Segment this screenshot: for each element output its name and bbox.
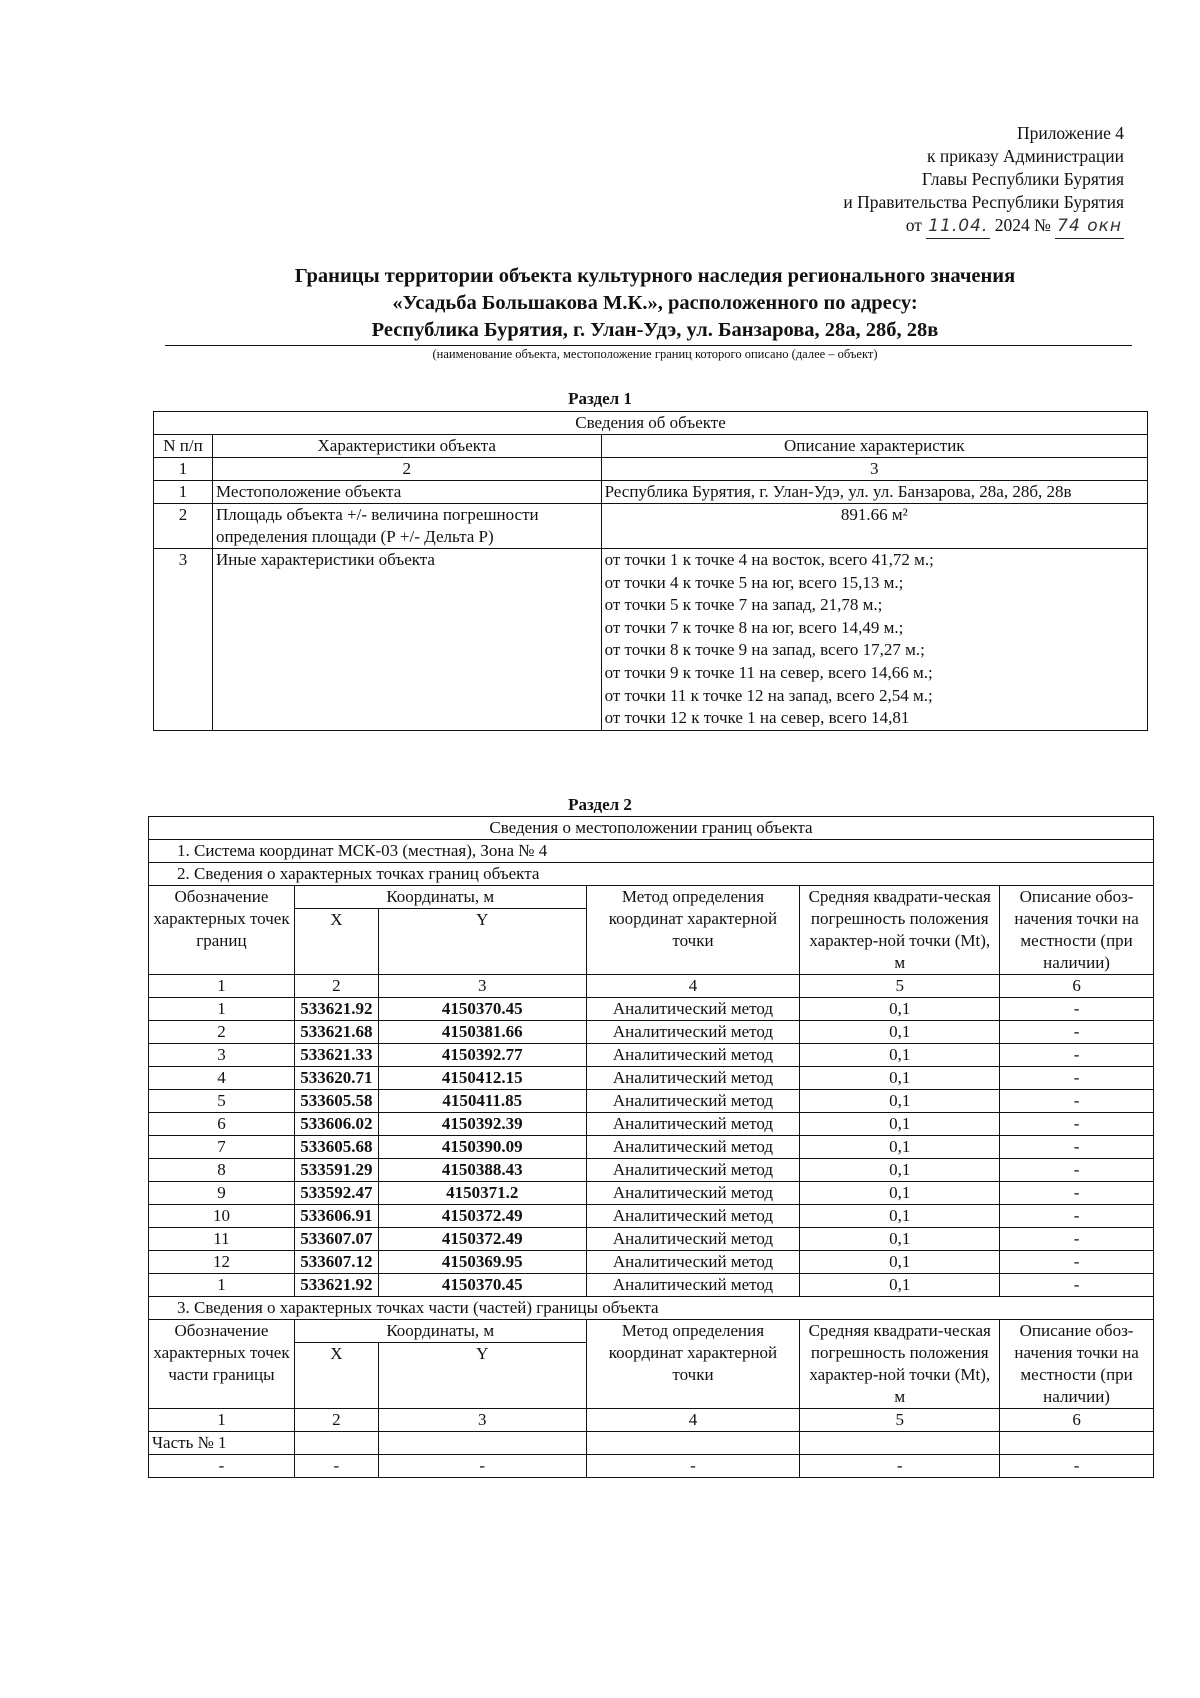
column-number: 3 xyxy=(601,458,1147,481)
table-row xyxy=(149,1274,1154,1297)
appendix-line: к приказу Администрации xyxy=(927,146,1124,166)
column-header: Метод определения координат характерной точки xyxy=(586,886,800,975)
point-description: - xyxy=(1000,1136,1154,1159)
point-id: 1 xyxy=(149,998,295,1021)
point-method: Аналитический метод xyxy=(586,1136,800,1159)
table-title: Сведения о местоположении границ объекта xyxy=(149,817,1154,840)
column-header: Описание характеристик xyxy=(601,435,1147,458)
empty-cell xyxy=(378,1432,586,1455)
column-header: Средняя квадрати-ческая погрешность положения характер-ной точки (Mt), м xyxy=(800,886,1000,975)
column-header: Описание обоз-начения точки на местности (при наличии) xyxy=(1000,1320,1154,1409)
point-id: 7 xyxy=(149,1136,295,1159)
point-mt: 0,1 xyxy=(800,1136,1000,1159)
point-id: 5 xyxy=(149,1090,295,1113)
point-id: 11 xyxy=(149,1228,295,1251)
title-caption: (наименование объекта, местоположение границ которого описано (далее – объект) xyxy=(432,347,878,361)
point-x: 533621.33 xyxy=(294,1044,378,1067)
appendix-line: Приложение 4 xyxy=(1016,123,1124,143)
part-cell: - xyxy=(1000,1455,1154,1478)
point-y: 4150388.43 xyxy=(378,1159,586,1182)
column-number: 1 xyxy=(149,1409,295,1432)
table-row xyxy=(154,504,1148,549)
boundary-description xyxy=(601,549,1147,731)
point-mt: 0,1 xyxy=(800,1251,1000,1274)
table-row xyxy=(149,998,1154,1021)
point-y: 4150390.09 xyxy=(378,1136,586,1159)
characteristic-name: Иные характеристики объекта xyxy=(212,549,601,731)
section-1-label: Раздел 1 xyxy=(568,389,632,408)
title-underline xyxy=(165,345,1132,346)
point-id: 8 xyxy=(149,1159,295,1182)
point-x: 533607.07 xyxy=(294,1228,378,1251)
point-x: 533621.68 xyxy=(294,1021,378,1044)
appendix-header xyxy=(843,122,1124,239)
column-header: Координаты, м xyxy=(294,1320,586,1343)
column-header: Координаты, м xyxy=(294,886,586,909)
point-method: Аналитический метод xyxy=(586,1113,800,1136)
point-y: 4150370.45 xyxy=(378,998,586,1021)
column-header-x: X xyxy=(294,909,378,975)
column-header: Обозначение характерных точек части границы xyxy=(149,1320,295,1409)
empty-cell xyxy=(1000,1432,1154,1455)
parts-subtitle: 3. Сведения о характерных точках части (частей) границы объекта xyxy=(149,1297,1154,1320)
point-mt: 0,1 xyxy=(800,1205,1000,1228)
point-x: 533621.92 xyxy=(294,998,378,1021)
column-number: 6 xyxy=(1000,1409,1154,1432)
column-number: 5 xyxy=(800,975,1000,998)
section-2-label: Раздел 2 xyxy=(568,795,632,814)
point-method: Аналитический метод xyxy=(586,998,800,1021)
point-description: - xyxy=(1000,1182,1154,1205)
column-number: 2 xyxy=(294,1409,378,1432)
column-number: 4 xyxy=(586,975,800,998)
point-method: Аналитический метод xyxy=(586,1044,800,1067)
point-description: - xyxy=(1000,1205,1154,1228)
point-y: 4150371.2 xyxy=(378,1182,586,1205)
part-cell: - xyxy=(294,1455,378,1478)
column-number: 5 xyxy=(800,1409,1000,1432)
column-number: 6 xyxy=(1000,975,1154,998)
part-cell: - xyxy=(800,1455,1000,1478)
column-number: 2 xyxy=(212,458,601,481)
boundary-segment: от точки 4 к точке 5 на юг, всего 15,13 м.; xyxy=(604,572,904,592)
point-y: 4150372.49 xyxy=(378,1205,586,1228)
boundary-segment: от точки 12 к точке 1 на север, всего 14,81 xyxy=(604,708,910,728)
column-header: Характеристики объекта xyxy=(212,435,601,458)
characteristic-value: Республика Бурятия, г. Улан-Удэ, ул. ул. Банзарова, 28а, 28б, 28в xyxy=(601,481,1147,504)
point-description: - xyxy=(1000,1044,1154,1067)
point-mt: 0,1 xyxy=(800,998,1000,1021)
point-mt: 0,1 xyxy=(800,1274,1000,1297)
point-x: 533605.58 xyxy=(294,1090,378,1113)
column-header: N п/п xyxy=(154,435,213,458)
order-year: 2024 № xyxy=(994,215,1051,235)
point-method: Аналитический метод xyxy=(586,1274,800,1297)
point-description: - xyxy=(1000,1159,1154,1182)
table-title: Сведения об объекте xyxy=(154,412,1148,435)
date-prefix: от xyxy=(905,215,922,235)
point-x: 533620.71 xyxy=(294,1067,378,1090)
row-number: 1 xyxy=(154,481,213,504)
characteristic-name: Площадь объекта +/- величина погрешности определения площади (Р +/- Дельта Р) xyxy=(212,504,601,549)
row-number: 3 xyxy=(154,549,213,731)
point-description: - xyxy=(1000,998,1154,1021)
point-x: 533592.47 xyxy=(294,1182,378,1205)
part-label: Часть № 1 xyxy=(149,1432,295,1455)
point-method: Аналитический метод xyxy=(586,1182,800,1205)
part-cell: - xyxy=(586,1455,800,1478)
point-y: 4150411.85 xyxy=(378,1090,586,1113)
table-row xyxy=(149,1251,1154,1274)
empty-cell xyxy=(800,1432,1000,1455)
table-row xyxy=(149,1432,1154,1455)
object-info-table xyxy=(153,411,1148,731)
point-y: 4150369.95 xyxy=(378,1251,586,1274)
title-line: Границы территории объекта культурного наследия регионального значения xyxy=(294,265,1016,287)
point-y: 4150372.49 xyxy=(378,1228,586,1251)
handwritten-order-number: 74 окн xyxy=(1055,215,1124,239)
point-id: 3 xyxy=(149,1044,295,1067)
table-row xyxy=(149,1067,1154,1090)
column-header-y: Y xyxy=(378,1343,586,1409)
order-date-line xyxy=(843,214,1124,239)
point-method: Аналитический метод xyxy=(586,1090,800,1113)
boundary-segment: от точки 5 к точке 7 на запад, 21,78 м.; xyxy=(604,595,883,615)
point-x: 533606.91 xyxy=(294,1205,378,1228)
boundary-segment: от точки 11 к точке 12 на запад, всего 2,54 м.; xyxy=(604,685,933,705)
table-row xyxy=(149,1090,1154,1113)
point-x: 533607.12 xyxy=(294,1251,378,1274)
appendix-line: Главы Республики Бурятия xyxy=(921,169,1124,189)
point-x: 533621.92 xyxy=(294,1274,378,1297)
column-header: Средняя квадрати-ческая погрешность положения характер-ной точки (Mt), м xyxy=(800,1320,1000,1409)
boundary-points-table xyxy=(148,816,1154,1478)
point-mt: 0,1 xyxy=(800,1021,1000,1044)
empty-cell xyxy=(294,1432,378,1455)
table-row xyxy=(149,1021,1154,1044)
point-id: 12 xyxy=(149,1251,295,1274)
document-title xyxy=(160,263,1150,344)
point-x: 533606.02 xyxy=(294,1113,378,1136)
point-mt: 0,1 xyxy=(800,1228,1000,1251)
point-description: - xyxy=(1000,1021,1154,1044)
appendix-line: и Правительства Республики Бурятия xyxy=(843,192,1124,212)
column-number: 3 xyxy=(378,1409,586,1432)
point-method: Аналитический метод xyxy=(586,1251,800,1274)
column-header-y: Y xyxy=(378,909,586,975)
point-mt: 0,1 xyxy=(800,1113,1000,1136)
point-id: 2 xyxy=(149,1021,295,1044)
point-method: Аналитический метод xyxy=(586,1021,800,1044)
point-id: 9 xyxy=(149,1182,295,1205)
boundary-segment: от точки 7 к точке 8 на юг, всего 14,49 м.; xyxy=(604,617,904,637)
point-method: Аналитический метод xyxy=(586,1067,800,1090)
boundary-segment: от точки 9 к точке 11 на север, всего 14,66 м.; xyxy=(604,662,933,682)
point-description: - xyxy=(1000,1228,1154,1251)
point-description: - xyxy=(1000,1113,1154,1136)
table-row xyxy=(149,1113,1154,1136)
point-mt: 0,1 xyxy=(800,1182,1000,1205)
table-row xyxy=(149,1159,1154,1182)
point-y: 4150392.39 xyxy=(378,1113,586,1136)
point-id: 6 xyxy=(149,1113,295,1136)
table-row xyxy=(149,1228,1154,1251)
column-header-x: X xyxy=(294,1343,378,1409)
column-header: Обозначение характерных точек границ xyxy=(149,886,295,975)
row-number: 2 xyxy=(154,504,213,549)
table-row xyxy=(149,1182,1154,1205)
column-number: 1 xyxy=(154,458,213,481)
table-row xyxy=(149,1455,1154,1478)
point-mt: 0,1 xyxy=(800,1067,1000,1090)
column-number: 3 xyxy=(378,975,586,998)
table-row xyxy=(149,1136,1154,1159)
point-mt: 0,1 xyxy=(800,1159,1000,1182)
handwritten-date: 11.04. xyxy=(926,215,990,239)
point-x: 533591.29 xyxy=(294,1159,378,1182)
column-header: Метод определения координат характерной точки xyxy=(586,1320,800,1409)
boundary-segment: от точки 1 к точке 4 на восток, всего 41,72 м.; xyxy=(604,550,934,569)
table-row xyxy=(149,1205,1154,1228)
point-method: Аналитический метод xyxy=(586,1205,800,1228)
point-y: 4150392.77 xyxy=(378,1044,586,1067)
table-row xyxy=(149,1044,1154,1067)
title-line: «Усадьба Большакова М.К.», расположенного по адресу: xyxy=(392,292,918,314)
points-subtitle: 2. Сведения о характерных точках границ объекта xyxy=(149,863,1154,886)
point-id: 10 xyxy=(149,1205,295,1228)
column-header: Описание обоз-начения точки на местности (при наличии) xyxy=(1000,886,1154,975)
point-y: 4150370.45 xyxy=(378,1274,586,1297)
point-id: 1 xyxy=(149,1274,295,1297)
table-row xyxy=(154,549,1148,731)
point-y: 4150381.66 xyxy=(378,1021,586,1044)
point-description: - xyxy=(1000,1251,1154,1274)
point-description: - xyxy=(1000,1090,1154,1113)
part-cell: - xyxy=(149,1455,295,1478)
empty-cell xyxy=(586,1432,800,1455)
coordinate-system: 1. Система координат МСК-03 (местная), Зона № 4 xyxy=(149,840,1154,863)
area-value: 891.66 м² xyxy=(601,504,1147,549)
point-y: 4150412.15 xyxy=(378,1067,586,1090)
point-id: 4 xyxy=(149,1067,295,1090)
boundary-segment: от точки 8 к точке 9 на запад, всего 17,27 м.; xyxy=(604,640,925,660)
title-line: Республика Бурятия, г. Улан-Удэ, ул. Банзарова, 28а, 28б, 28в xyxy=(371,319,939,341)
table-row xyxy=(154,481,1148,504)
point-method: Аналитический метод xyxy=(586,1228,800,1251)
point-description: - xyxy=(1000,1274,1154,1297)
point-mt: 0,1 xyxy=(800,1090,1000,1113)
characteristic-name: Местоположение объекта xyxy=(212,481,601,504)
point-description: - xyxy=(1000,1067,1154,1090)
point-x: 533605.68 xyxy=(294,1136,378,1159)
column-number: 2 xyxy=(294,975,378,998)
column-number: 1 xyxy=(149,975,295,998)
point-method: Аналитический метод xyxy=(586,1159,800,1182)
part-cell: - xyxy=(378,1455,586,1478)
point-mt: 0,1 xyxy=(800,1044,1000,1067)
points-body xyxy=(149,998,1154,1297)
column-number: 4 xyxy=(586,1409,800,1432)
